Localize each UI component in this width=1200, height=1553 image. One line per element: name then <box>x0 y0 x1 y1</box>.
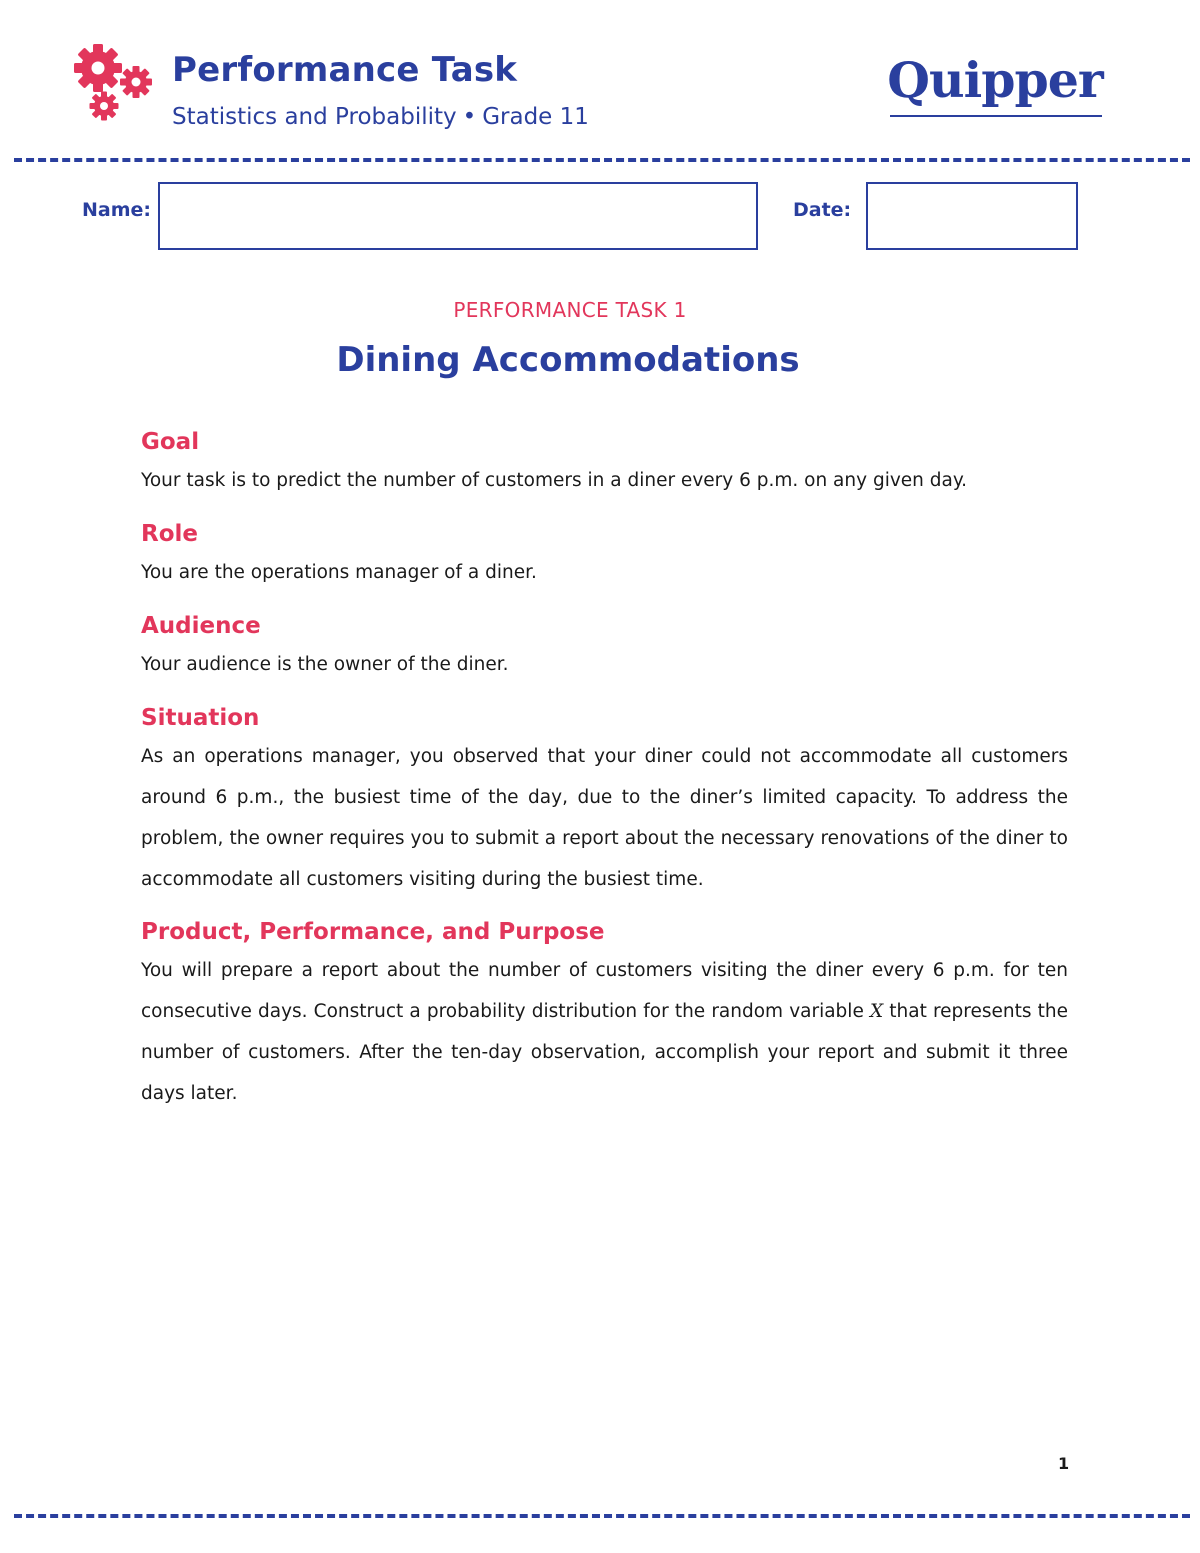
page-number: 1 <box>1058 1454 1070 1473</box>
product-heading: Product, Performance, and Purpose <box>141 919 605 945</box>
grade-label: Grade 11 <box>482 104 589 130</box>
goal-heading: Goal <box>141 429 200 455</box>
date-field[interactable] <box>866 182 1078 250</box>
name-field[interactable] <box>158 182 758 250</box>
situation-body: As an operations manager, you observed that your diner could not accommodate all customers around 6 p.m., the busiest time of the day, due to the diner’s limited capacity. To address the problem, the owner requires you to submit a report about the necessary renovations of the diner to accommodate all customers visiting during the busiest time. <box>141 746 1068 890</box>
brand-logo: Quipper <box>887 51 1103 109</box>
audience-body: Your audience is the owner of the diner. <box>141 654 509 675</box>
task-title: Dining Accommodations <box>336 340 800 380</box>
role-body: You are the operations manager of a diner. <box>141 562 537 583</box>
product-body-part2: that represents the number of customers. After the ten-day observation, accomplish your report and submit it three days later. <box>141 1001 1069 1104</box>
bottom-divider <box>14 1514 1190 1518</box>
random-variable: X <box>869 1001 884 1022</box>
situation-heading: Situation <box>141 705 260 731</box>
header-title: Performance Task <box>172 50 518 90</box>
brand-underline <box>890 115 1102 117</box>
subtitle-separator: • <box>462 104 477 130</box>
role-heading: Role <box>141 521 198 547</box>
task-content <box>141 424 1068 1128</box>
product-body-part1: You will prepare a report about the number of customers visiting the diner every 6 p.m. for ten consecutive days. Construct a probability distribution for the random variable <box>141 960 1068 1022</box>
subject-label: Statistics and Probability <box>172 104 457 130</box>
gears-icon <box>68 40 156 124</box>
audience-heading: Audience <box>141 613 261 639</box>
goal-body: Your task is to predict the number of customers in a diner every 6 p.m. on any given day. <box>141 470 968 491</box>
product-body <box>141 950 1068 1114</box>
task-number-label: PERFORMANCE TASK 1 <box>453 298 687 322</box>
header-subtitle <box>172 104 589 130</box>
date-label: Date: <box>793 199 852 221</box>
top-divider <box>14 158 1190 162</box>
name-label: Name: <box>82 199 152 221</box>
